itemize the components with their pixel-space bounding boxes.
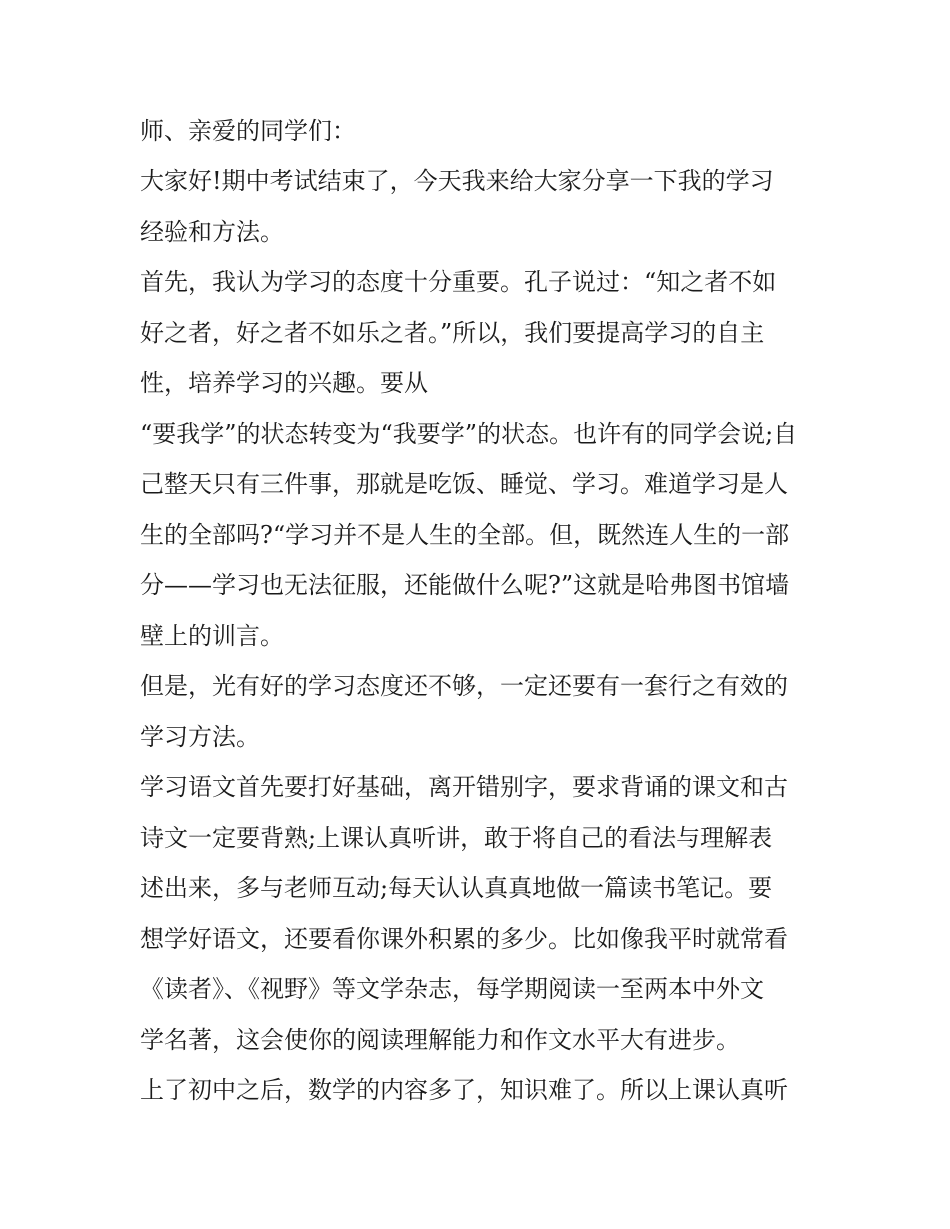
text-line: 上了初中之后，数学的内容多了，知识难了。所以上课认真听	[140, 1076, 788, 1104]
text-line: 好之者，好之者不如乐之者。”所以，我们要提高学习的自主	[140, 319, 765, 347]
text-line: 己整天只有三件事，那就是吃饭、睡觉、学习。难道学习是人	[140, 470, 788, 498]
text-line: 分——学习也无法征服，还能做什么呢?”这就是哈弗图书馆墙	[140, 571, 790, 599]
text-line: 诗文一定要背熟;上课认真听讲，敢于将自己的看法与理解表	[140, 824, 773, 852]
text-line: 述出来，多与老师互动;每天认认真真地做一篇读书笔记。要	[140, 874, 773, 902]
text-line: 生的全部吗?“学习并不是人生的全部。但，既然连人生的一部	[140, 521, 790, 549]
text-line: 首先，我认为学习的态度十分重要。孔子说过：“知之者不如	[140, 268, 777, 296]
text-line: 学习语文首先要打好基础，离开错别字，要求背诵的课文和古	[140, 773, 788, 801]
text-line: 但是，光有好的学习态度还不够，一定还要有一套行之有效的	[140, 672, 788, 700]
text-line: 性，培养学习的兴趣。要从	[140, 369, 428, 397]
text-line: 《读者》、《视野》等文学杂志，每学期阅读一至两本中外文	[140, 975, 764, 1003]
text-line: “要我学”的状态转变为“我要学”的状态。也许有的同学会说;自	[140, 420, 798, 448]
text-line: 大家好!期中考试结束了，今天我来给大家分享一下我的学习	[140, 167, 774, 195]
text-line: 经验和方法。	[140, 218, 284, 246]
text-line: 学习方法。	[140, 723, 260, 751]
text-line: 学名著，这会使你的阅读理解能力和作文水平大有进步。	[140, 1026, 740, 1054]
text-line: 想学好语文，还要看你课外积累的多少。比如像我平时就常看	[140, 925, 788, 953]
text-line: 壁上的训言。	[140, 622, 284, 650]
text-line: 师、亲爱的同学们：	[140, 117, 356, 145]
